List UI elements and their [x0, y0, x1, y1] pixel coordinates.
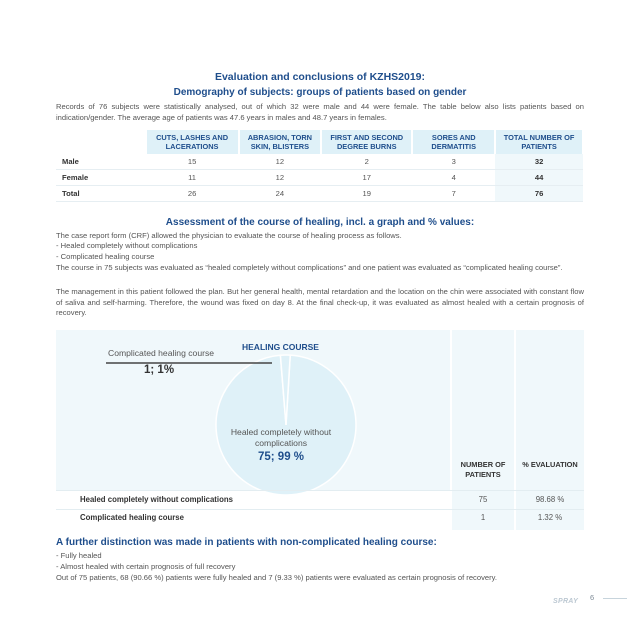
- section3-heading: A further distinction was made in patients with non-complicated healing course:: [56, 537, 437, 548]
- table-cell: 19: [321, 186, 412, 202]
- number-cell: 75: [478, 495, 488, 504]
- row-label: Female: [56, 170, 146, 186]
- percent-cell: 98.68 %: [535, 495, 565, 504]
- table-row: [56, 509, 584, 526]
- section2-line: - Healed completely without complications: [56, 241, 198, 250]
- table-row: [56, 186, 583, 202]
- section3-line: - Almost healed with certain prognosis of full recovery: [56, 562, 236, 571]
- section3-line: Out of 75 patients, 68 (90.66 %) patients were fully healed and 7 (9.33 %) patients were evaluated as certain prognosis of recovery.: [56, 573, 497, 582]
- table-cell: 3: [412, 154, 495, 170]
- table-cell: 11: [146, 170, 239, 186]
- healing-panel: [56, 330, 584, 530]
- section2-heading: Assessment of the course of healing, incl. a graph and % values:: [165, 217, 475, 228]
- row-label: Healed completely without complications: [80, 495, 233, 504]
- table-header-cell: [56, 130, 146, 154]
- table-cell: 12: [239, 170, 322, 186]
- table-header-cell: TOTAL NUMBER OF PATIENTS: [495, 130, 583, 154]
- total-cell: 76: [495, 186, 583, 202]
- row-label: Male: [56, 154, 146, 170]
- page-title: Evaluation and conclusions of KZHS2019:: [214, 71, 426, 83]
- table-cell: 12: [239, 154, 322, 170]
- table-row: [56, 154, 583, 170]
- page-number: 6: [590, 593, 595, 602]
- section1-intro: Records of 76 subjects were statistically analysed, out of which 32 were male and 44 were female. The table below also lists patients based on indication/gender. The average age of patients was 47.6 years in males and 48.7 years in females.: [56, 102, 584, 122]
- table-header-cell: ABRASION, TORN SKIN, BLISTERS: [239, 130, 322, 154]
- brand-logo: SPRAY: [553, 598, 579, 605]
- table-header-row: [56, 130, 583, 154]
- slice-label-complicated: Complicated healing course: [108, 348, 215, 358]
- table-row: [56, 170, 583, 186]
- table-header-cell: SORES AND DERMATITIS: [412, 130, 495, 154]
- chart-title: HEALING COURSE: [242, 342, 319, 352]
- slice-value-healed: 75; 99 %: [257, 451, 305, 463]
- row-label: Total: [56, 186, 146, 202]
- percent-cell: 1.32 %: [537, 513, 563, 522]
- section2-line: - Complicated healing course: [56, 252, 155, 261]
- pie-chart: [186, 340, 386, 490]
- section2-para2: The management in this patient followed the plan. But her general health, mental retardation and the location on the chin were associated with constant flow of saliva and self-harming. Therefore, the wound was fixed on day 8. At the final check-up, it was evaluated as almost healed with a certain prognosis of recovery.: [56, 287, 584, 318]
- section2-para1: The course in 75 subjects was evaluated as “healed completely without complications” and one patient was evaluated as “complicated healing course”.: [56, 263, 563, 272]
- row-label: Complicated healing course: [80, 513, 184, 522]
- demography-table: [56, 130, 584, 202]
- section2-line: The case report form (CRF) allowed the physician to evaluate the course of healing process as follows.: [56, 231, 402, 240]
- slice-label-healed: Healed completely without complications: [230, 427, 332, 448]
- table-header-cell: CUTS, LASHES AND LACERATIONS: [146, 130, 239, 154]
- table-cell: 24: [239, 186, 322, 202]
- total-cell: 32: [495, 154, 583, 170]
- section3-line: - Fully healed: [56, 551, 102, 560]
- section1-heading: Demography of subjects: groups of patients based on gender: [173, 87, 467, 98]
- table-row: [56, 491, 584, 508]
- table-header-cell: FIRST AND SECOND DEGREE BURNS: [321, 130, 412, 154]
- number-cell: 1: [480, 513, 486, 522]
- column-header-number: NUMBER OF PATIENTS: [460, 460, 506, 479]
- total-cell: 44: [495, 170, 583, 186]
- column-header-evaluation: % EVALUATION: [522, 460, 578, 469]
- slice-value-complicated: 1; 1%: [144, 364, 175, 376]
- table-cell: 2: [321, 154, 412, 170]
- table-cell: 15: [146, 154, 239, 170]
- table-cell: 26: [146, 186, 239, 202]
- table-cell: 7: [412, 186, 495, 202]
- footer-rule: [603, 598, 627, 599]
- table-cell: 17: [321, 170, 412, 186]
- table-cell: 4: [412, 170, 495, 186]
